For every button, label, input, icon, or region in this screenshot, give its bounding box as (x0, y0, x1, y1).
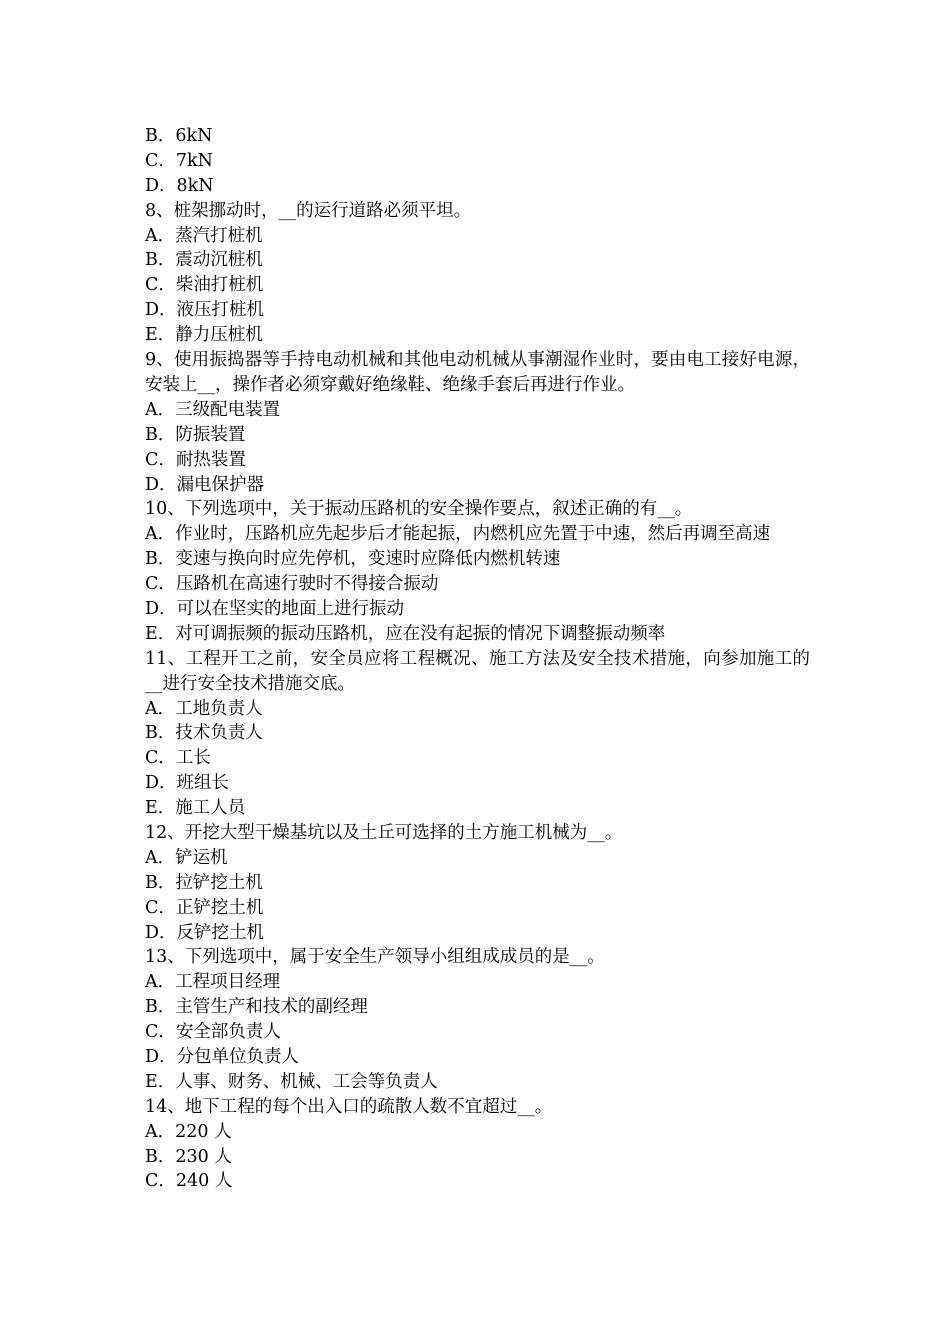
option-line: C．压路机在高速行驶时不得接合振动 (145, 574, 439, 595)
option-line: C．正铲挖土机 (145, 897, 264, 918)
option-line: D．液压打桩机 (145, 300, 265, 321)
question-line: 8、桩架挪动时，__的运行道路必须平坦。 (145, 200, 472, 221)
option-line: D．漏电保护器 (145, 474, 265, 495)
option-line: C．240 人 (145, 1171, 233, 1192)
document-page (145, 124, 810, 1194)
option-line: B．6kN (145, 126, 213, 146)
option-line: B．主管生产和技术的副经理 (145, 997, 368, 1018)
option-line: A．蒸汽打桩机 (145, 225, 263, 246)
option-line: A．工地负责人 (145, 698, 263, 719)
option-line: A．220 人 (145, 1121, 232, 1142)
option-line: C．柴油打桩机 (145, 275, 264, 296)
option-line: C．7kN (145, 150, 213, 171)
question-line: 13、下列选项中，属于安全生产领导小组组成成员的是__。 (145, 947, 605, 968)
option-line: A．三级配电装置 (145, 399, 281, 420)
question-line: 11、工程开工之前，安全员应将工程概况、施工方法及安全技术措施，向参加施工的__进行安全技术措施交底。 (145, 648, 810, 694)
option-line: A．工程项目经理 (145, 972, 281, 993)
option-line: D．班组长 (145, 773, 230, 794)
option-line: B．技术负责人 (145, 723, 263, 744)
question-line: 9、使用振捣器等手持电动机械和其他电动机械从事潮湿作业时，要由电工接好电源，安装上__，操作者必须穿戴好绝缘鞋、绝缘手套后再进行作业。 (145, 350, 810, 395)
option-line: C．耐热装置 (145, 449, 246, 470)
option-line: D．可以在坚实的地面上进行振动 (145, 598, 405, 619)
option-line: B．防振装置 (145, 424, 246, 445)
option-line: A．作业时，压路机应先起步后才能起振，内燃机应先置于中速，然后再调至高速 (145, 524, 771, 545)
option-line: C．工长 (145, 748, 211, 769)
option-line: B．230 人 (145, 1146, 232, 1167)
option-line: B．震动沉桩机 (145, 250, 263, 271)
option-line: E．人事、财务、机械、工会等负责人 (145, 1071, 438, 1092)
option-line: C．安全部负责人 (145, 1022, 281, 1043)
question-line: 12、开挖大型干燥基坑以及土丘可选择的土方施工机械为__。 (145, 823, 623, 844)
option-line: E．施工人员 (145, 798, 246, 819)
option-line: E．静力压桩机 (145, 325, 263, 346)
option-line: D．8kN (145, 175, 214, 196)
option-line: D．分包单位负责人 (145, 1047, 300, 1068)
question-line: 14、地下工程的每个出入口的疏散人数不宜超过__。 (145, 1096, 553, 1117)
option-line: B．变速与换向时应先停机，变速时应降低内燃机转速 (145, 549, 561, 570)
option-line: B．拉铲挖土机 (145, 872, 263, 893)
option-line: D．反铲挖土机 (145, 922, 265, 943)
question-line: 10、下列选项中，关于振动压路机的安全操作要点，叙述正确的有__。 (145, 499, 693, 520)
option-line: E．对可调振频的振动压路机，应在没有起振的情况下调整振动频率 (145, 623, 666, 644)
option-line: A．铲运机 (145, 847, 228, 868)
